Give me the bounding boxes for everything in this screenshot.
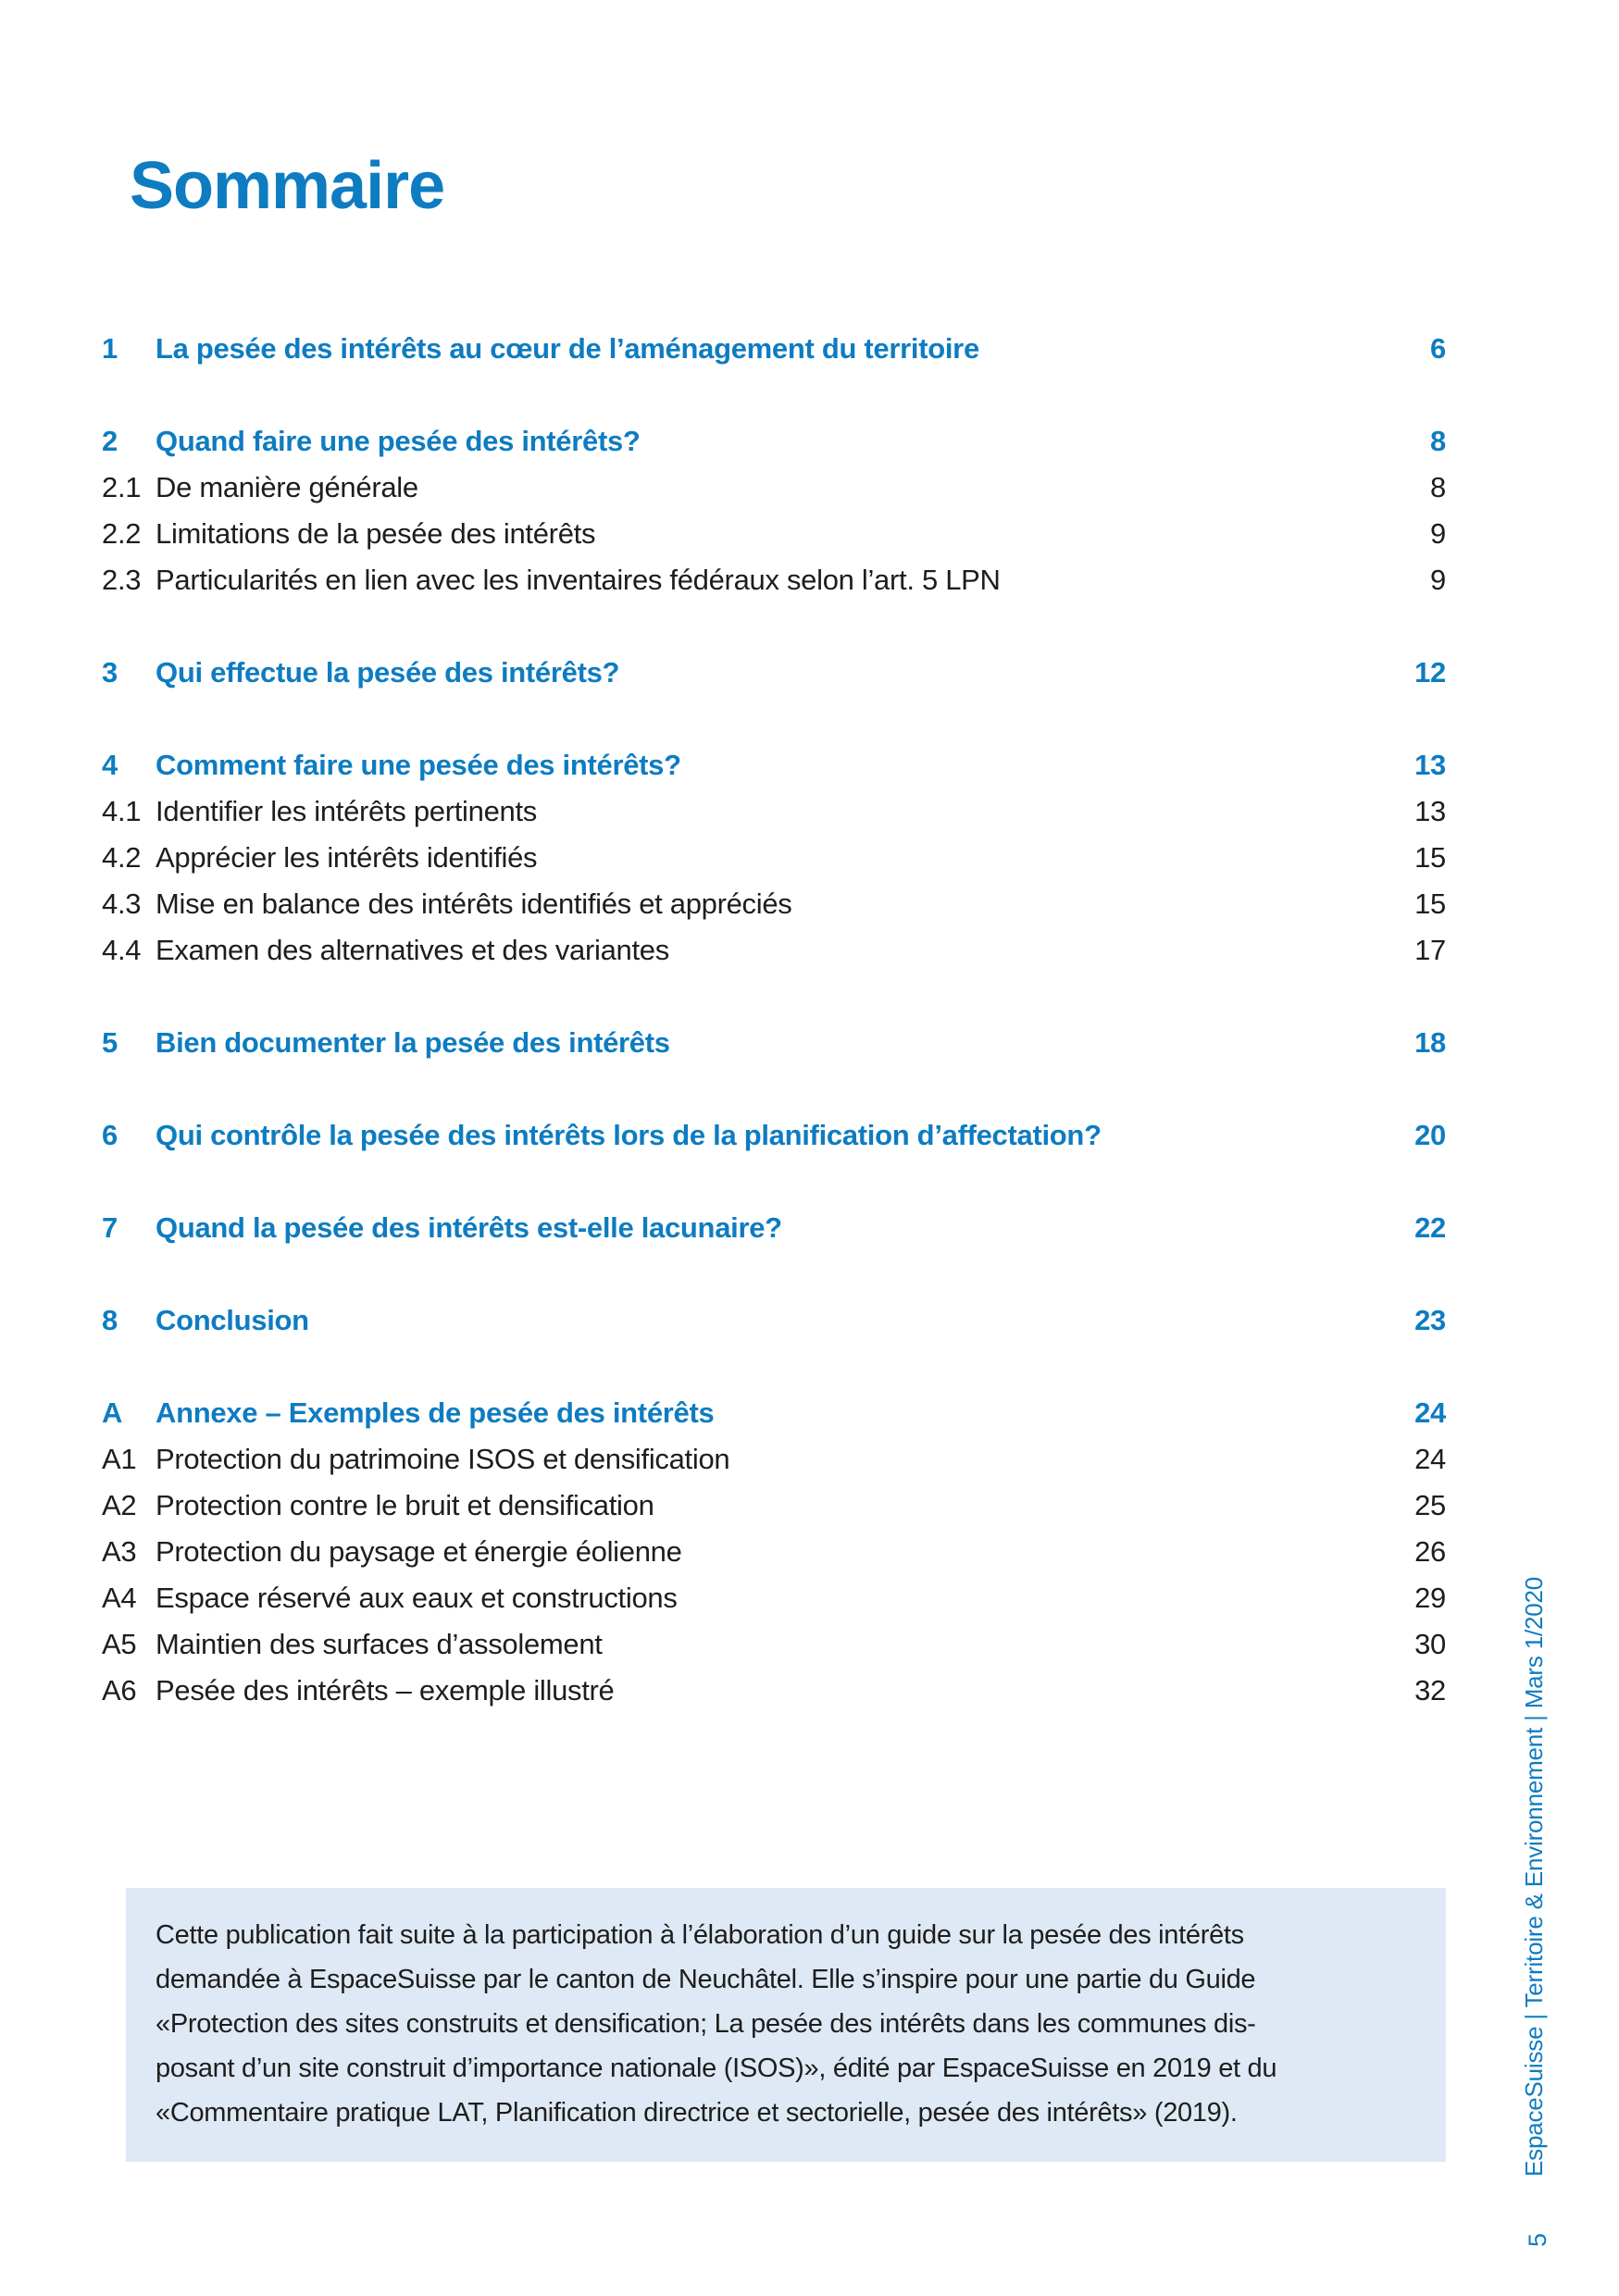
toc-entry-label: La pesée des intérêts au cœur de l’aménagement du territoire <box>156 332 979 365</box>
toc-row <box>102 1621 1446 1668</box>
toc-entry-page-number: 26 <box>1414 1535 1446 1568</box>
toc-entry-page-number: 29 <box>1414 1582 1446 1614</box>
toc-entry-number: A3 <box>102 1535 137 1568</box>
toc-entry-number: 4 <box>102 749 118 781</box>
toc-entry-page-number: 22 <box>1414 1211 1446 1244</box>
toc-entry-label: Comment faire une pesée des intérêts? <box>156 749 681 781</box>
toc-entry-number: 2 <box>102 425 118 457</box>
page-title: Sommaire <box>130 149 445 224</box>
note-box <box>126 1888 1446 2162</box>
toc-entry-number: 6 <box>102 1119 118 1151</box>
note-line: «Commentaire pratique LAT, Planification directrice et sectorielle, pesée des intérêts» (2019). <box>156 2098 1238 2128</box>
toc-entry-number: A6 <box>102 1674 137 1706</box>
toc-entry-number: 5 <box>102 1026 118 1059</box>
toc-row <box>102 1205 1446 1251</box>
toc-entry-number: 1 <box>102 332 118 365</box>
toc-row <box>102 650 1446 696</box>
toc-row <box>102 326 1446 372</box>
toc-entry-page-number: 24 <box>1414 1396 1446 1429</box>
toc-row <box>102 465 1446 511</box>
toc-entry-number: 2.1 <box>102 471 142 503</box>
toc-row <box>102 881 1446 927</box>
toc-entry-number: 4.3 <box>102 887 142 920</box>
toc-row <box>102 418 1446 465</box>
toc-entry-number: A2 <box>102 1489 137 1521</box>
toc-entry-label: Protection du paysage et énergie éolienne <box>156 1535 682 1568</box>
toc-row <box>102 1668 1446 1714</box>
toc-entry-label: Identifier les intérêts pertinents <box>156 795 537 827</box>
toc-row <box>102 1575 1446 1621</box>
note-line: «Protection des sites construits et densification; La pesée des intérêts dans les communes dis- <box>156 2009 1256 2039</box>
toc-entry-page-number: 8 <box>1430 425 1446 457</box>
toc-row <box>102 742 1446 788</box>
toc-entry-page-number: 32 <box>1414 1674 1446 1706</box>
toc-row <box>102 1020 1446 1066</box>
toc-entry-page-number: 9 <box>1430 517 1446 550</box>
note-line: posant d’un site construit d’importance nationale (ISOS)», édité par EspaceSuisse en 2019 et du <box>156 2054 1277 2083</box>
toc-entry-label: Bien documenter la pesée des intérêts <box>156 1026 670 1059</box>
toc-entry-page-number: 6 <box>1430 332 1446 365</box>
toc-entry-label: Qui contrôle la pesée des intérêts lors de la planification d’affectation? <box>156 1119 1102 1151</box>
toc-entry-label: Maintien des surfaces d’assolement <box>156 1628 603 1660</box>
toc-entry-page-number: 13 <box>1414 749 1446 781</box>
toc-entry-number: A5 <box>102 1628 137 1660</box>
sidebar-journal-label: EspaceSuisse | Territoire & Environnement | Mars 1/2020 <box>1520 1576 1548 2177</box>
toc-row <box>102 557 1446 603</box>
toc-entry-number: 4.4 <box>102 934 142 966</box>
toc-entry-number: A4 <box>102 1582 137 1614</box>
toc-entry-number: 7 <box>102 1211 118 1244</box>
toc-entry-label: Examen des alternatives et des variantes <box>156 934 669 966</box>
toc-entry-label: Quand la pesée des intérêts est-elle lacunaire? <box>156 1211 782 1244</box>
toc-row <box>102 1297 1446 1344</box>
toc-entry-page-number: 18 <box>1414 1026 1446 1059</box>
toc-entry-number: A1 <box>102 1443 137 1475</box>
toc-entry-number: 3 <box>102 656 118 689</box>
toc-entry-number: A <box>102 1396 123 1429</box>
toc-entry-label: Protection contre le bruit et densification <box>156 1489 654 1521</box>
toc-row <box>102 927 1446 974</box>
toc-entry-page-number: 15 <box>1414 841 1446 874</box>
toc-entry-label: Particularités en lien avec les inventaires fédéraux selon l’art. 5 LPN <box>156 564 1001 596</box>
toc-entry-label: Apprécier les intérêts identifiés <box>156 841 538 874</box>
toc-entry-page-number: 17 <box>1414 934 1446 966</box>
toc-row <box>102 1436 1446 1483</box>
table-of-contents <box>102 326 1446 1714</box>
toc-entry-label: Annexe – Exemples de pesée des intérêts <box>156 1396 715 1429</box>
toc-entry-label: Qui effectue la pesée des intérêts? <box>156 656 620 689</box>
toc-entry-label: Mise en balance des intérêts identifiés et appréciés <box>156 887 792 920</box>
toc-row <box>102 835 1446 881</box>
toc-entry-page-number: 23 <box>1414 1304 1446 1336</box>
toc-entry-label: Protection du patrimoine ISOS et densification <box>156 1443 730 1475</box>
toc-entry-page-number: 20 <box>1414 1119 1446 1151</box>
toc-entry-label: De manière générale <box>156 471 418 503</box>
note-line: Cette publication fait suite à la participation à l’élaboration d’un guide sur la pesée des intérêts <box>156 1920 1244 1950</box>
toc-entry-page-number: 8 <box>1430 471 1446 503</box>
toc-entry-number: 8 <box>102 1304 118 1336</box>
toc-row <box>102 788 1446 835</box>
toc-entry-label: Pesée des intérêts – exemple illustré <box>156 1674 615 1706</box>
toc-row <box>102 511 1446 557</box>
toc-entry-page-number: 25 <box>1414 1489 1446 1521</box>
toc-row <box>102 1112 1446 1159</box>
toc-row <box>102 1529 1446 1575</box>
toc-row <box>102 1390 1446 1436</box>
toc-entry-number: 2.3 <box>102 564 142 596</box>
toc-entry-label: Quand faire une pesée des intérêts? <box>156 425 641 457</box>
toc-entry-number: 2.2 <box>102 517 142 550</box>
note-line: demandée à EspaceSuisse par le canton de Neuchâtel. Elle s’inspire pour une partie du Guide <box>156 1965 1256 1994</box>
toc-entry-page-number: 9 <box>1430 564 1446 596</box>
toc-row <box>102 1483 1446 1529</box>
toc-entry-page-number: 12 <box>1414 656 1446 689</box>
toc-entry-page-number: 15 <box>1414 887 1446 920</box>
toc-entry-page-number: 13 <box>1414 795 1446 827</box>
toc-entry-number: 4.1 <box>102 795 142 827</box>
toc-entry-label: Conclusion <box>156 1304 309 1336</box>
toc-entry-label: Espace réservé aux eaux et constructions <box>156 1582 678 1614</box>
toc-entry-page-number: 30 <box>1414 1628 1446 1660</box>
page-number: 5 <box>1524 2232 1551 2247</box>
toc-entry-label: Limitations de la pesée des intérêts <box>156 517 596 550</box>
toc-entry-page-number: 24 <box>1414 1443 1446 1475</box>
toc-entry-number: 4.2 <box>102 841 142 874</box>
